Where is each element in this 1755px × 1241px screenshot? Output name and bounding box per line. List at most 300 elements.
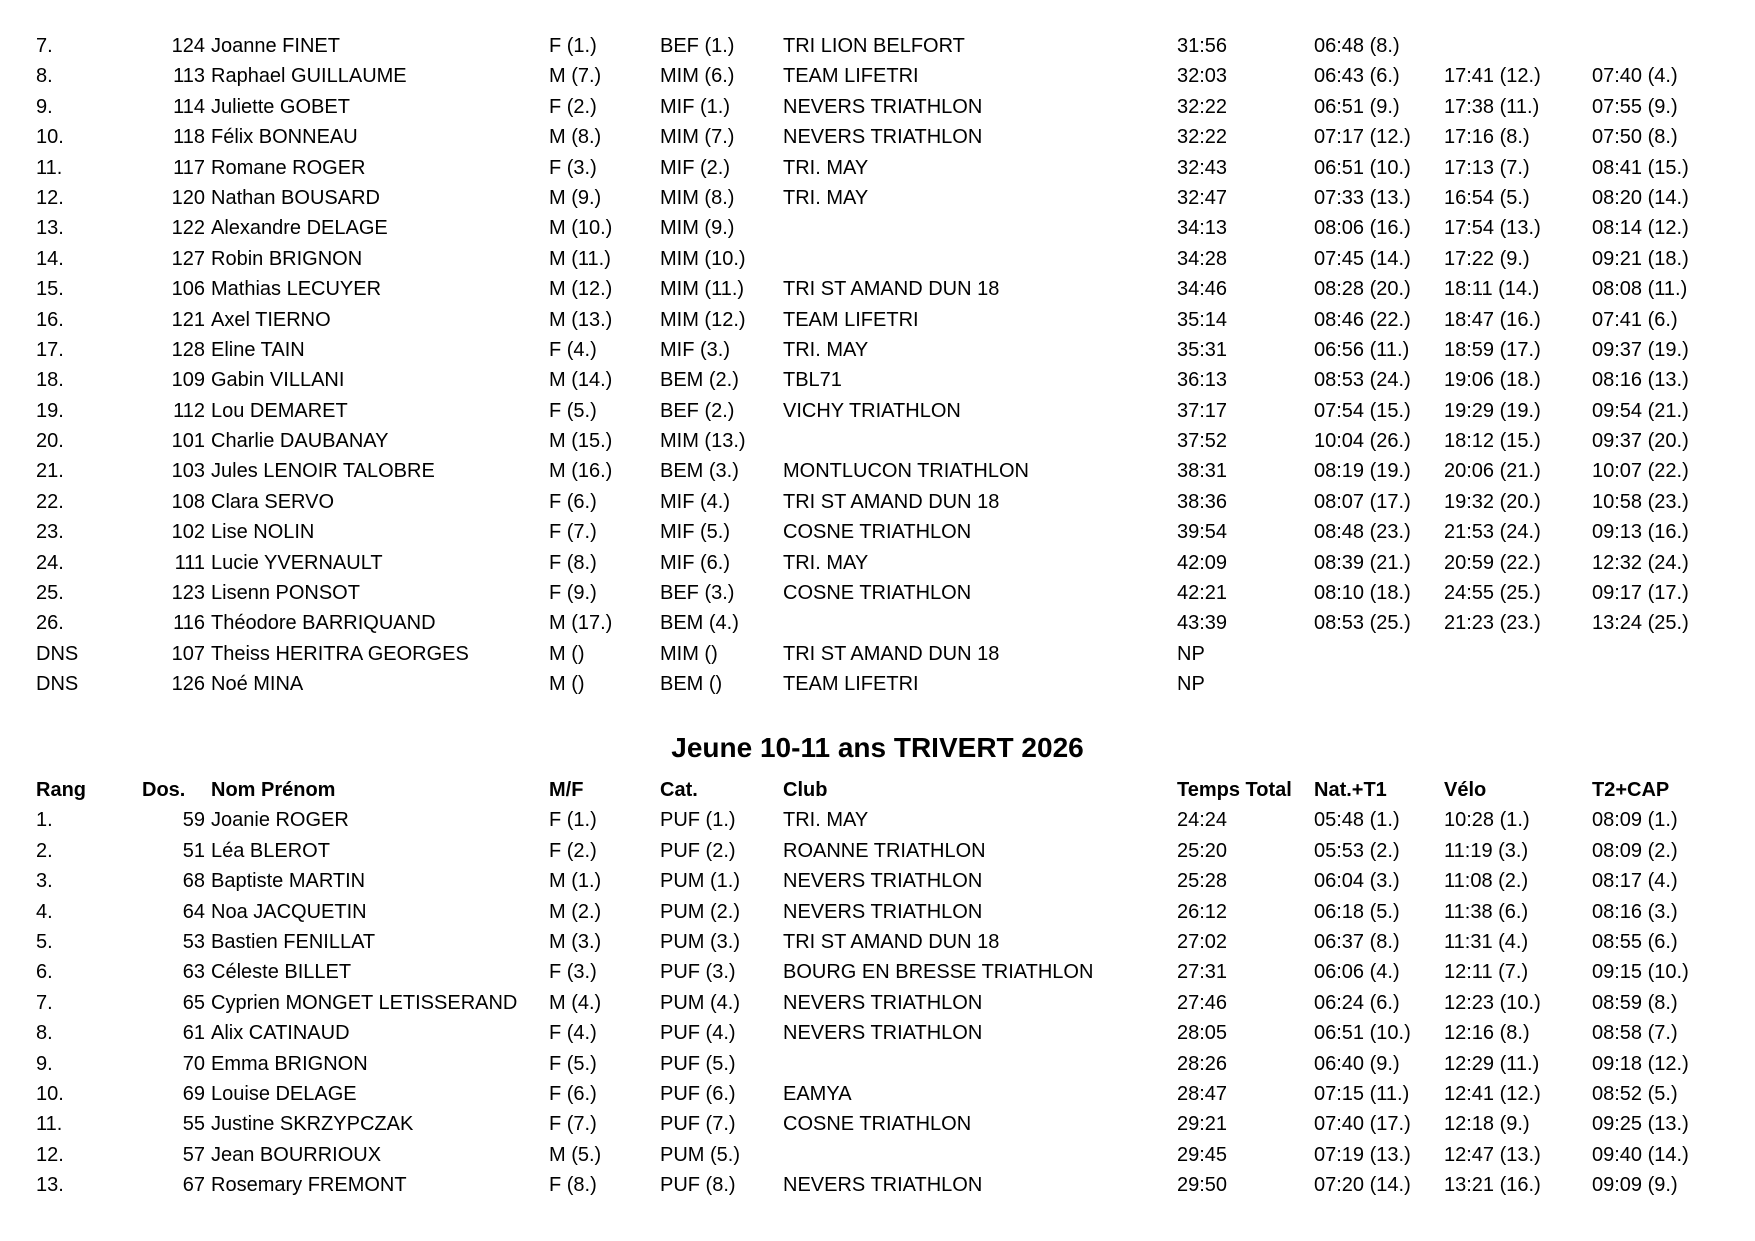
bib-cell: 122	[171, 217, 205, 240]
rank-cell: 8.	[36, 1022, 53, 1045]
club-cell: NEVERS TRIATHLON	[783, 1022, 983, 1045]
t2-run-cell: 12:32 (24.)	[1592, 551, 1689, 574]
header-club: Club	[783, 779, 828, 801]
sex-rank-cell: M (16.)	[549, 460, 613, 483]
sex-rank-cell: M (5.)	[549, 1143, 602, 1166]
total-time-cell: 25:20	[1177, 839, 1228, 862]
rank-cell: 8.	[36, 65, 53, 88]
bib-cell: 59	[182, 809, 205, 832]
t2-run-cell: 07:50 (8.)	[1592, 126, 1678, 149]
bike-cell: 10:28 (1.)	[1444, 809, 1530, 832]
category-cell: PUF (3.)	[660, 961, 736, 984]
rank-cell: 9.	[36, 95, 53, 118]
category-cell: MIM (8.)	[660, 186, 735, 209]
bike-cell: 11:08 (2.)	[1444, 870, 1529, 893]
bike-cell: 20:59 (22.)	[1444, 551, 1541, 574]
t2-run-cell: 13:24 (25.)	[1592, 612, 1689, 635]
total-time-cell: 34:46	[1177, 278, 1228, 301]
sex-rank-cell: M (9.)	[549, 186, 602, 209]
category-cell: MIF (6.)	[660, 551, 730, 574]
bike-cell: 17:38 (11.)	[1444, 95, 1540, 118]
swim-t1-cell: 06:48 (8.)	[1314, 35, 1400, 57]
rank-cell: 17.	[36, 338, 64, 361]
swim-t1-cell: 06:43 (6.)	[1314, 65, 1400, 88]
total-time-cell: 43:39	[1177, 612, 1228, 635]
bike-cell: 12:41 (12.)	[1444, 1082, 1541, 1105]
table-row	[0, 805, 1755, 835]
name-cell: Rosemary FREMONT	[211, 1174, 407, 1197]
table-row	[0, 153, 1755, 183]
category-cell: BEF (2.)	[660, 399, 735, 422]
sex-rank-cell: F (3.)	[549, 156, 597, 179]
rank-cell: 1.	[36, 809, 53, 832]
club-cell: TRI ST AMAND DUN 18	[783, 642, 1000, 665]
name-cell: Bastien FENILLAT	[211, 930, 376, 953]
category-cell: BEM (2.)	[660, 369, 739, 392]
club-cell: COSNE TRIATHLON	[783, 582, 972, 605]
name-cell: Lou DEMARET	[211, 399, 348, 422]
bike-cell: 11:31 (4.)	[1444, 930, 1529, 953]
name-cell: Charlie DAUBANAY	[211, 430, 389, 453]
sex-rank-cell: F (8.)	[549, 1174, 597, 1197]
total-time-cell: 37:17	[1177, 399, 1228, 422]
bike-cell: 19:32 (20.)	[1444, 490, 1541, 513]
table-row	[0, 122, 1755, 152]
header-bib: Dos.	[142, 779, 186, 801]
bib-cell: 124	[171, 35, 205, 57]
table-row	[0, 244, 1755, 274]
table-row	[0, 548, 1755, 578]
swim-t1-cell: 08:48 (23.)	[1314, 521, 1411, 544]
sex-rank-cell: M (13.)	[549, 308, 613, 331]
category-cell: PUF (6.)	[660, 1082, 736, 1105]
t2-run-cell: 08:09 (1.)	[1592, 809, 1678, 832]
category-cell: MIM (7.)	[660, 126, 735, 149]
total-time-cell: 27:46	[1177, 991, 1228, 1014]
t2-run-cell: 07:40 (4.)	[1592, 65, 1678, 88]
rank-cell: 4.	[36, 900, 53, 923]
bib-cell: 70	[182, 1052, 205, 1075]
total-time-cell: 27:31	[1177, 961, 1228, 984]
sex-rank-cell: F (4.)	[549, 338, 597, 361]
table-row	[0, 213, 1755, 243]
name-cell: Noa JACQUETIN	[211, 900, 367, 923]
club-cell: TBL71	[783, 369, 842, 392]
name-cell: Nathan BOUSARD	[211, 186, 380, 209]
name-cell: Raphael GUILLAUME	[211, 65, 407, 88]
sex-rank-cell: F (1.)	[549, 809, 597, 832]
bib-cell: 117	[173, 156, 205, 179]
club-cell: NEVERS TRIATHLON	[783, 95, 983, 118]
t2-run-cell: 08:55 (6.)	[1592, 930, 1678, 953]
bike-cell: 16:54 (5.)	[1444, 186, 1530, 209]
name-cell: Alix CATINAUD	[211, 1022, 350, 1045]
sex-rank-cell: F (1.)	[549, 35, 597, 57]
swim-t1-cell: 08:06 (16.)	[1314, 217, 1411, 240]
total-time-cell: 29:21	[1177, 1113, 1228, 1136]
club-cell: NEVERS TRIATHLON	[783, 870, 983, 893]
total-time-cell: 42:09	[1177, 551, 1228, 574]
bib-cell: 109	[171, 369, 205, 392]
rank-cell: 21.	[36, 460, 64, 483]
t2-run-cell: 08:17 (4.)	[1592, 870, 1678, 893]
name-cell: Theiss HERITRA GEORGES	[211, 642, 469, 665]
table-row	[0, 1079, 1755, 1109]
swim-t1-cell: 07:40 (17.)	[1314, 1113, 1411, 1136]
sex-rank-cell: M (2.)	[549, 900, 602, 923]
header-rank: Rang	[36, 779, 86, 801]
sex-rank-cell: F (5.)	[549, 399, 597, 422]
header-bike: Vélo	[1444, 779, 1487, 801]
bike-cell: 13:21 (16.)	[1444, 1174, 1541, 1197]
table-row	[0, 578, 1755, 608]
total-time-cell: 36:13	[1177, 369, 1228, 392]
swim-t1-cell: 08:39 (21.)	[1314, 551, 1411, 574]
category-cell: PUM (4.)	[660, 991, 740, 1014]
bike-cell: 17:13 (7.)	[1444, 156, 1530, 179]
table-row	[0, 1109, 1755, 1139]
sex-rank-cell: F (7.)	[549, 1113, 597, 1136]
rank-cell: 5.	[36, 930, 53, 953]
bib-cell: 108	[171, 490, 205, 513]
sex-rank-cell: F (6.)	[549, 490, 597, 513]
section-title: Jeune 10-11 ans TRIVERT 2026	[671, 732, 1084, 763]
category-cell: MIM (9.)	[660, 217, 735, 240]
table-header-row	[0, 775, 1755, 805]
rank-cell: 25.	[36, 582, 64, 605]
bike-cell: 19:06 (18.)	[1444, 369, 1541, 392]
category-cell: BEF (3.)	[660, 582, 735, 605]
name-cell: Félix BONNEAU	[211, 126, 358, 149]
total-time-cell: 32:47	[1177, 186, 1228, 209]
swim-t1-cell: 06:51 (10.)	[1314, 1022, 1411, 1045]
bib-cell: 51	[182, 839, 205, 862]
t2-run-cell: 08:09 (2.)	[1592, 839, 1678, 862]
table-row	[0, 92, 1755, 122]
total-time-cell: 42:21	[1177, 582, 1228, 605]
bike-cell: 11:19 (3.)	[1444, 839, 1529, 862]
category-cell: BEM ()	[660, 673, 723, 696]
sex-rank-cell: F (4.)	[549, 1022, 597, 1045]
bib-cell: 118	[173, 126, 205, 149]
table-row	[0, 335, 1755, 365]
t2-run-cell: 09:13 (16.)	[1592, 521, 1689, 544]
total-time-cell: 26:12	[1177, 900, 1228, 923]
swim-t1-cell: 06:51 (9.)	[1314, 95, 1400, 118]
name-cell: Romane ROGER	[211, 156, 366, 179]
name-cell: Baptiste MARTIN	[211, 870, 366, 893]
total-time-cell: 24:24	[1177, 809, 1228, 832]
bib-cell: 126	[171, 673, 205, 696]
bike-cell: 17:54 (13.)	[1444, 217, 1541, 240]
name-cell: Jules LENOIR TALOBRE	[211, 460, 435, 483]
total-time-cell: NP	[1177, 642, 1205, 665]
bike-cell: 21:23 (23.)	[1444, 612, 1541, 635]
name-cell: Noé MINA	[211, 673, 304, 696]
club-cell: TRI. MAY	[783, 809, 869, 832]
swim-t1-cell: 07:19 (13.)	[1314, 1143, 1411, 1166]
sex-rank-cell: M ()	[549, 673, 585, 696]
swim-t1-cell: 06:24 (6.)	[1314, 991, 1400, 1014]
category-cell: PUM (2.)	[660, 900, 740, 923]
table-row	[0, 183, 1755, 213]
rank-cell: 11.	[36, 1113, 63, 1136]
rank-cell: 18.	[36, 369, 64, 392]
rank-cell: 9.	[36, 1052, 53, 1075]
sex-rank-cell: F (5.)	[549, 1052, 597, 1075]
table-row	[0, 305, 1755, 335]
bib-cell: 65	[182, 991, 205, 1014]
name-cell: Robin BRIGNON	[211, 247, 363, 270]
total-time-cell: 38:36	[1177, 490, 1228, 513]
total-time-cell: 28:05	[1177, 1022, 1228, 1045]
rank-cell: 7.	[36, 35, 53, 57]
rank-cell: 26.	[36, 612, 64, 635]
sex-rank-cell: M (1.)	[549, 870, 602, 893]
category-cell: PUM (1.)	[660, 870, 740, 893]
category-cell: MIM (11.)	[660, 278, 745, 301]
total-time-cell: 25:28	[1177, 870, 1228, 893]
club-cell: EAMYA	[783, 1082, 852, 1105]
category-cell: PUF (1.)	[660, 809, 736, 832]
name-cell: Juliette GOBET	[211, 95, 350, 118]
bike-cell: 21:53 (24.)	[1444, 521, 1541, 544]
name-cell: Gabin VILLANI	[211, 369, 345, 392]
name-cell: Lucie YVERNAULT	[211, 551, 383, 574]
bib-cell: 102	[171, 521, 205, 544]
name-cell: Emma BRIGNON	[211, 1052, 368, 1075]
bib-cell: 113	[173, 65, 205, 88]
name-cell: Théodore BARRIQUAND	[211, 612, 436, 635]
sex-rank-cell: M (4.)	[549, 991, 602, 1014]
t2-run-cell: 08:14 (12.)	[1592, 217, 1689, 240]
name-cell: Joanne FINET	[211, 35, 340, 57]
club-cell: COSNE TRIATHLON	[783, 521, 972, 544]
category-cell: PUM (3.)	[660, 930, 740, 953]
bike-cell: 12:16 (8.)	[1444, 1022, 1530, 1045]
bike-cell: 18:12 (15.)	[1444, 430, 1541, 453]
bib-cell: 111	[174, 551, 205, 574]
table-row	[0, 608, 1755, 638]
bike-cell: 12:23 (10.)	[1444, 991, 1541, 1014]
swim-t1-cell: 05:53 (2.)	[1314, 839, 1400, 862]
total-time-cell: NP	[1177, 673, 1205, 696]
t2-run-cell: 07:41 (6.)	[1592, 308, 1678, 331]
rank-cell: 23.	[36, 521, 64, 544]
bib-cell: 106	[171, 278, 205, 301]
name-cell: Axel TIERNO	[211, 308, 331, 331]
bike-cell: 24:55 (25.)	[1444, 582, 1541, 605]
sex-rank-cell: F (7.)	[549, 521, 597, 544]
table-row	[0, 517, 1755, 547]
rank-cell: DNS	[36, 642, 79, 665]
t2-run-cell: 09:15 (10.)	[1592, 961, 1689, 984]
swim-t1-cell: 08:46 (22.)	[1314, 308, 1411, 331]
club-cell: NEVERS TRIATHLON	[783, 900, 983, 923]
rank-cell: 7.	[36, 991, 53, 1014]
bib-cell: 116	[173, 612, 205, 635]
t2-run-cell: 08:16 (13.)	[1592, 369, 1689, 392]
bib-cell: 114	[173, 95, 205, 118]
category-cell: MIF (2.)	[660, 156, 730, 179]
t2-run-cell: 09:40 (14.)	[1592, 1143, 1689, 1166]
bib-cell: 55	[182, 1113, 205, 1136]
t2-run-cell: 09:21 (18.)	[1592, 247, 1689, 270]
results-table-previous-category	[0, 31, 1755, 700]
swim-t1-cell: 06:40 (9.)	[1314, 1052, 1400, 1075]
swim-t1-cell: 06:04 (3.)	[1314, 870, 1400, 893]
t2-run-cell: 08:16 (3.)	[1592, 900, 1678, 923]
name-cell: Céleste BILLET	[211, 961, 352, 984]
t2-run-cell: 07:55 (9.)	[1592, 95, 1678, 118]
rank-cell: 15.	[36, 278, 64, 301]
swim-t1-cell: 10:04 (26.)	[1314, 430, 1411, 453]
total-time-cell: 28:47	[1177, 1082, 1228, 1105]
club-cell: TRI. MAY	[783, 156, 869, 179]
club-cell: TRI ST AMAND DUN 18	[783, 930, 1000, 953]
total-time-cell: 32:03	[1177, 65, 1228, 88]
name-cell: Justine SKRZYPCZAK	[211, 1113, 414, 1136]
t2-run-cell: 09:09 (9.)	[1592, 1174, 1678, 1197]
rank-cell: DNS	[36, 673, 79, 696]
bib-cell: 53	[182, 930, 205, 953]
table-row	[0, 639, 1755, 669]
sex-rank-cell: F (9.)	[549, 582, 597, 605]
rank-cell: 11.	[36, 156, 63, 179]
category-cell: PUF (8.)	[660, 1174, 736, 1197]
sex-rank-cell: M (3.)	[549, 930, 602, 953]
results-table-jeune-10-11	[0, 775, 1755, 1200]
bib-cell: 127	[171, 247, 205, 270]
swim-t1-cell: 08:10 (18.)	[1314, 582, 1411, 605]
sex-rank-cell: M (15.)	[549, 430, 613, 453]
total-time-cell: 37:52	[1177, 430, 1228, 453]
sex-rank-cell: M ()	[549, 642, 585, 665]
name-cell: Jean BOURRIOUX	[211, 1143, 382, 1166]
table-row	[0, 61, 1755, 91]
total-time-cell: 32:43	[1177, 156, 1228, 179]
category-cell: BEM (4.)	[660, 612, 739, 635]
club-cell: TEAM LIFETRI	[783, 308, 919, 331]
category-cell: MIF (3.)	[660, 338, 730, 361]
name-cell: Léa BLEROT	[211, 839, 330, 862]
sex-rank-cell: M (11.)	[549, 247, 611, 270]
total-time-cell: 28:26	[1177, 1052, 1228, 1075]
club-cell: COSNE TRIATHLON	[783, 1113, 972, 1136]
t2-run-cell: 08:59 (8.)	[1592, 991, 1678, 1014]
club-cell: TRI ST AMAND DUN 18	[783, 278, 1000, 301]
table-row	[0, 669, 1755, 699]
total-time-cell: 32:22	[1177, 126, 1228, 149]
bib-cell: 64	[182, 900, 205, 923]
header-name: Nom Prénom	[211, 779, 336, 801]
name-cell: Cyprien MONGET LETISSERAND	[211, 991, 518, 1014]
swim-t1-cell: 08:19 (19.)	[1314, 460, 1411, 483]
table-row	[0, 396, 1755, 426]
header-t2-run: T2+CAP	[1592, 779, 1670, 801]
total-time-cell: 38:31	[1177, 460, 1228, 483]
name-cell: Louise DELAGE	[211, 1082, 357, 1105]
table-row	[0, 426, 1755, 456]
swim-t1-cell: 06:06 (4.)	[1314, 961, 1400, 984]
club-cell: TRI. MAY	[783, 551, 869, 574]
sex-rank-cell: F (2.)	[549, 95, 597, 118]
rank-cell: 6.	[36, 961, 53, 984]
club-cell: TRI LION BELFORT	[783, 35, 965, 57]
t2-run-cell: 08:08 (11.)	[1592, 278, 1688, 301]
table-row	[0, 274, 1755, 304]
club-cell: TRI. MAY	[783, 186, 869, 209]
bike-cell: 17:22 (9.)	[1444, 247, 1530, 270]
t2-run-cell: 10:07 (22.)	[1592, 460, 1689, 483]
total-time-cell: 29:45	[1177, 1143, 1228, 1166]
sex-rank-cell: F (3.)	[549, 961, 597, 984]
category-cell: MIM (10.)	[660, 247, 746, 270]
bike-cell: 18:59 (17.)	[1444, 338, 1541, 361]
category-cell: MIF (4.)	[660, 490, 730, 513]
header-swim-t1: Nat.+T1	[1314, 779, 1387, 801]
t2-run-cell: 08:20 (14.)	[1592, 186, 1689, 209]
sex-rank-cell: M (14.)	[549, 369, 613, 392]
sex-rank-cell: F (6.)	[549, 1082, 597, 1105]
t2-run-cell: 08:41 (15.)	[1592, 156, 1689, 179]
name-cell: Alexandre DELAGE	[211, 217, 388, 240]
bib-cell: 128	[171, 338, 205, 361]
club-cell: TRI ST AMAND DUN 18	[783, 490, 1000, 513]
category-cell: PUF (5.)	[660, 1052, 736, 1075]
bib-cell: 69	[182, 1082, 205, 1105]
total-time-cell: 34:28	[1177, 247, 1228, 270]
t2-run-cell: 10:58 (23.)	[1592, 490, 1689, 513]
table-row	[0, 1018, 1755, 1048]
table-row	[0, 365, 1755, 395]
rank-cell: 13.	[36, 217, 64, 240]
rank-cell: 12.	[36, 1143, 64, 1166]
category-cell: MIM (6.)	[660, 65, 735, 88]
t2-run-cell: 08:58 (7.)	[1592, 1022, 1678, 1045]
bike-cell: 18:11 (14.)	[1444, 278, 1540, 301]
rank-cell: 3.	[36, 870, 53, 893]
total-time-cell: 31:56	[1177, 35, 1228, 57]
total-time-cell: 35:14	[1177, 308, 1228, 331]
swim-t1-cell: 07:33 (13.)	[1314, 186, 1411, 209]
category-cell: MIM ()	[660, 642, 718, 665]
total-time-cell: 27:02	[1177, 930, 1228, 953]
bib-cell: 68	[182, 870, 205, 893]
t2-run-cell: 09:17 (17.)	[1592, 582, 1689, 605]
bib-cell: 107	[171, 642, 205, 665]
bike-cell: 17:41 (12.)	[1444, 65, 1541, 88]
sex-rank-cell: F (8.)	[549, 551, 597, 574]
t2-run-cell: 09:18 (12.)	[1592, 1052, 1689, 1075]
bike-cell: 11:38 (6.)	[1444, 900, 1529, 923]
bike-cell: 17:16 (8.)	[1444, 126, 1530, 149]
category-cell: PUF (7.)	[660, 1113, 736, 1136]
total-time-cell: 39:54	[1177, 521, 1228, 544]
club-cell: TRI. MAY	[783, 338, 869, 361]
bike-cell: 18:47 (16.)	[1444, 308, 1541, 331]
bike-cell: 12:18 (9.)	[1444, 1113, 1530, 1136]
rank-cell: 14.	[36, 247, 64, 270]
t2-run-cell: 09:37 (19.)	[1592, 338, 1689, 361]
swim-t1-cell: 07:54 (15.)	[1314, 399, 1411, 422]
category-cell: MIF (5.)	[660, 521, 730, 544]
rank-cell: 19.	[36, 399, 64, 422]
swim-t1-cell: 06:56 (11.)	[1314, 338, 1410, 361]
swim-t1-cell: 06:37 (8.)	[1314, 930, 1400, 953]
bike-cell: 12:47 (13.)	[1444, 1143, 1541, 1166]
table-row	[0, 31, 1755, 61]
